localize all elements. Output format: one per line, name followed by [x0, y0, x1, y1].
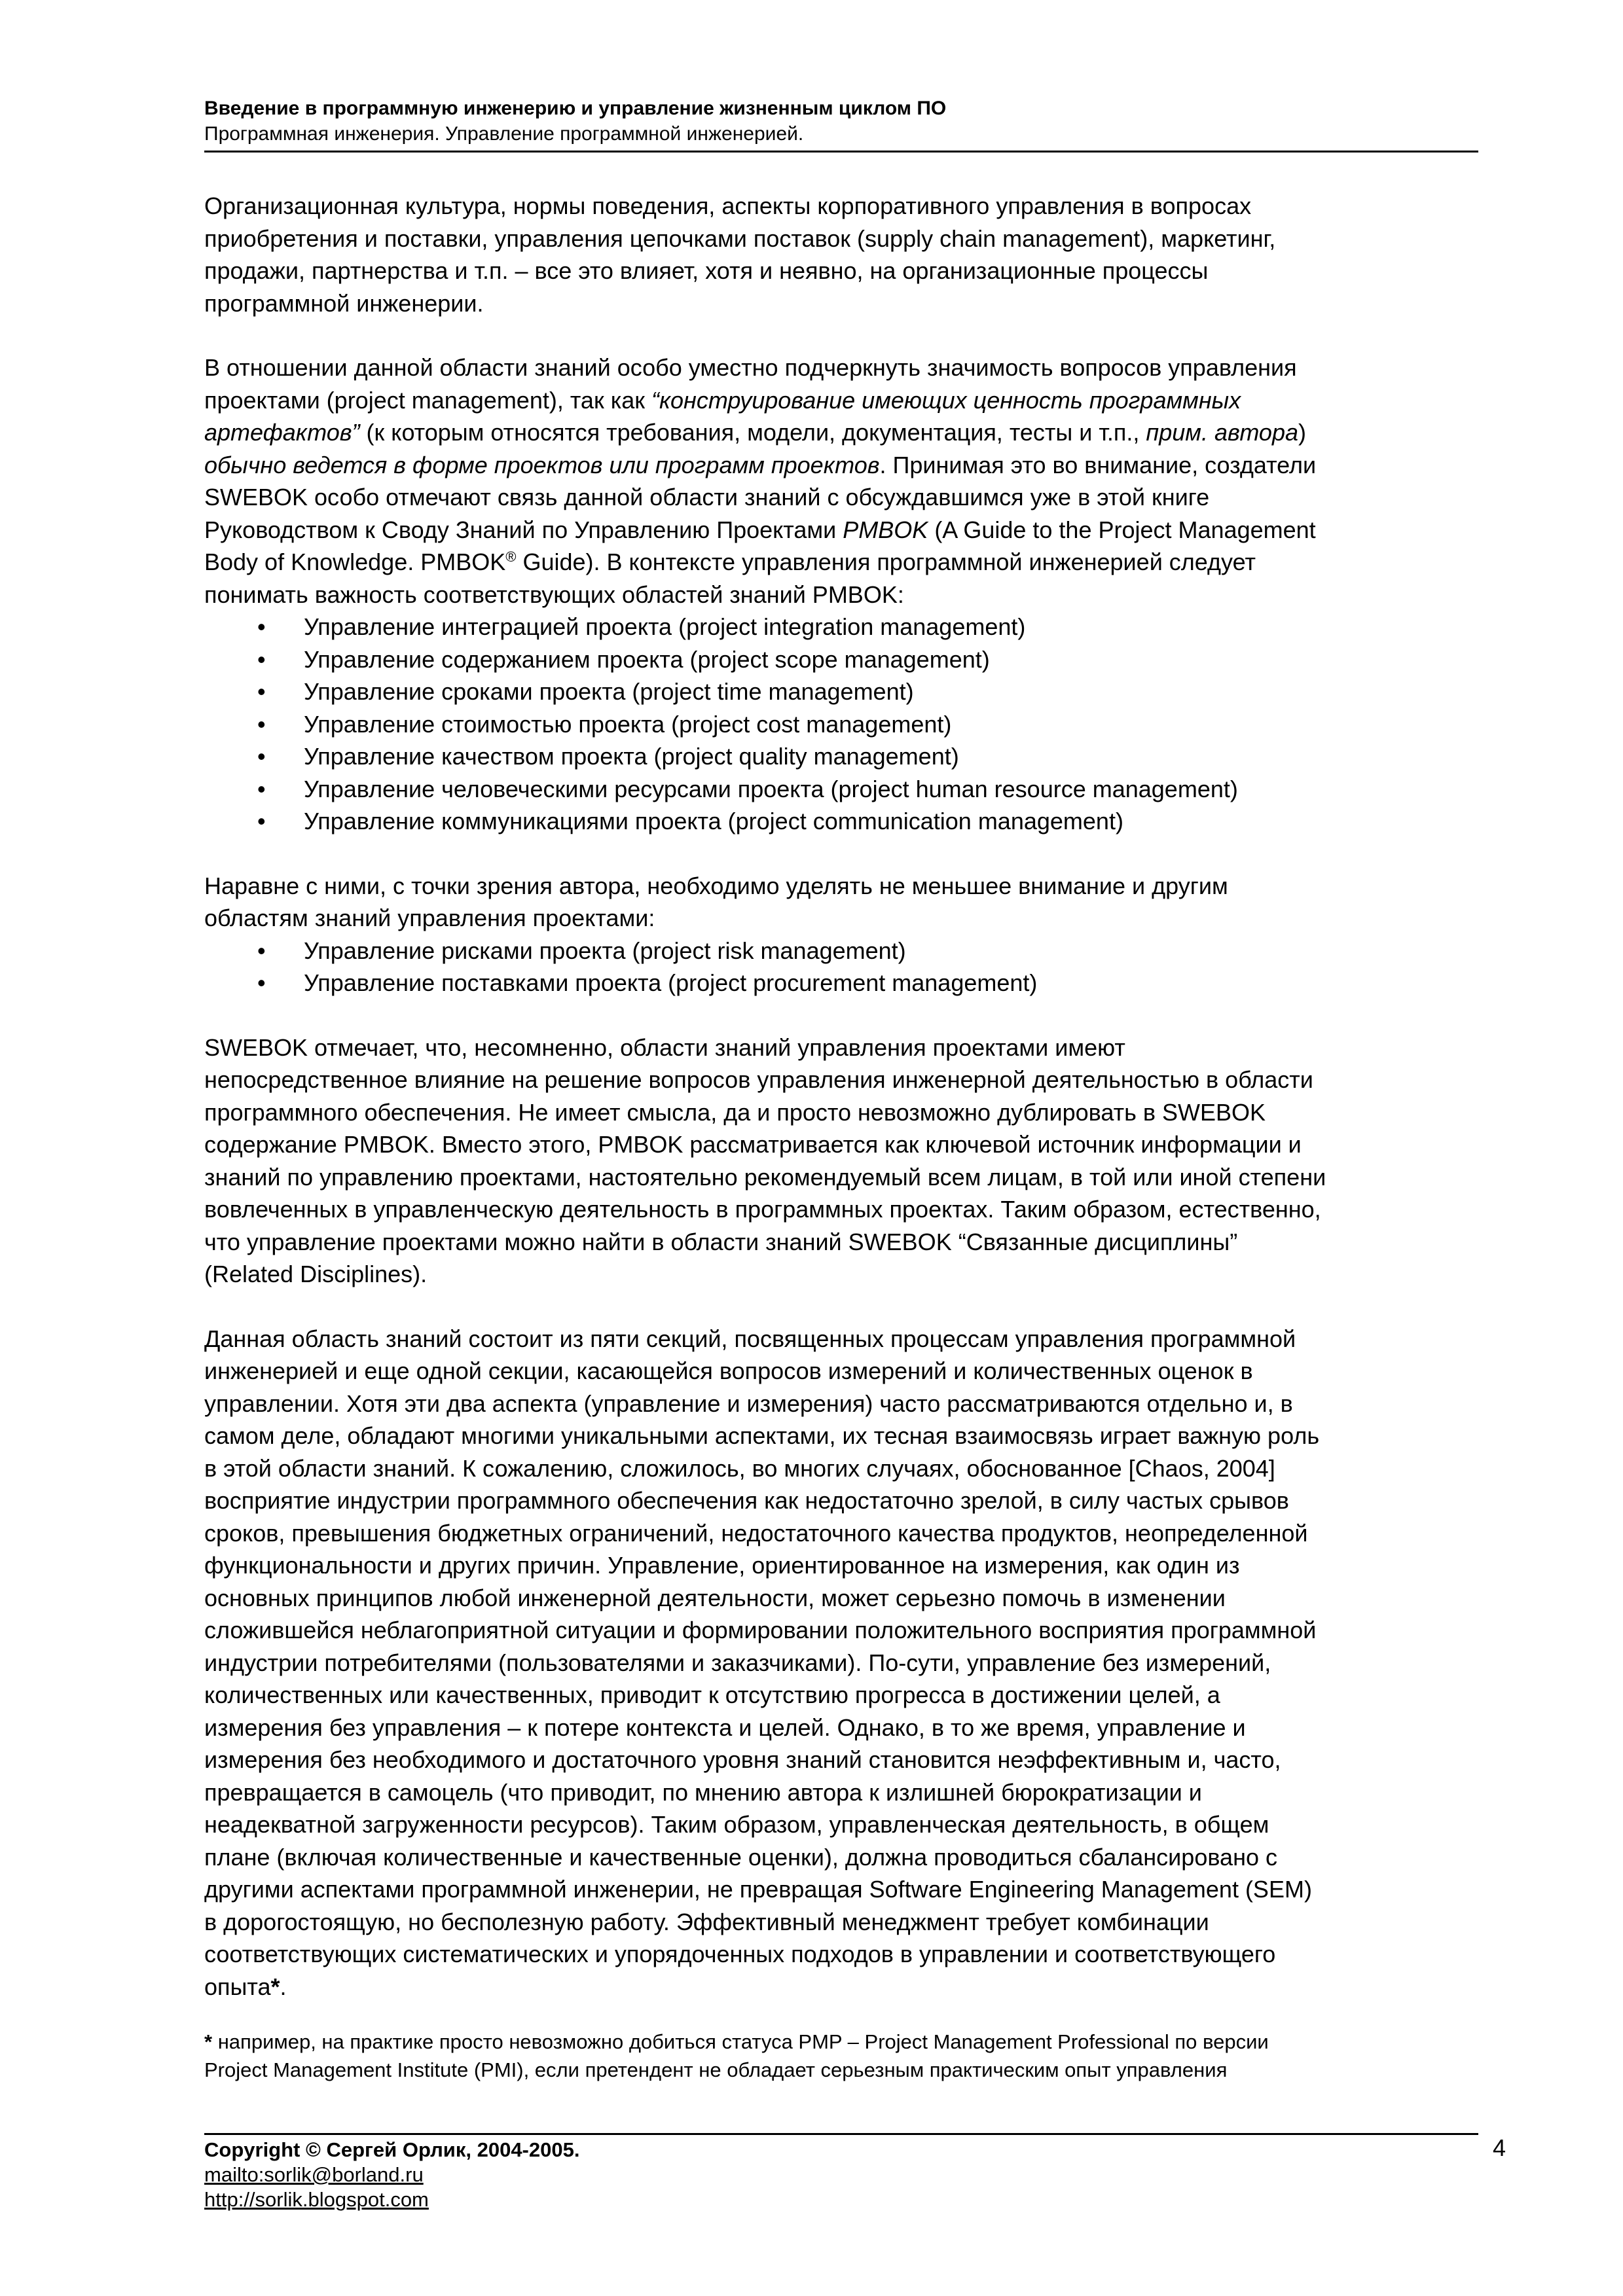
registered-mark: ® — [505, 548, 517, 565]
text-run: опыта — [204, 1973, 271, 2000]
text-line: количественных или качественных, приводит к отсутствию прогресса в достижении целей, а — [204, 1681, 1220, 1708]
text-run: проектами (project management), так как — [204, 386, 652, 414]
text-run: Руководством к Своду Знаний по Управлению Проектами — [204, 516, 843, 543]
pmbok-italic: PMBOK — [843, 516, 928, 543]
list-item: • Управление интеграцией проекта (project integration management) — [204, 611, 1501, 643]
paragraph-org-culture — [204, 190, 1501, 319]
text-line: самом деле, обладают многими уникальными аспектами, их тесная взаимосвязь играет важную роль — [204, 1422, 1320, 1449]
text-line — [204, 449, 1501, 482]
text-line: знаний по управлению проектами, настоятельно рекомендуемый всем лицам, в той или иной степени — [204, 1163, 1326, 1191]
page-number: 4 — [1493, 2134, 1506, 2161]
text-run: . Принимая это во внимание, создатели — [879, 451, 1317, 478]
header-subtitle: Программная инженерия. Управление программной инженерией. — [204, 123, 804, 145]
text-line: областям знаний управления проектами: — [204, 905, 655, 931]
copyright-notice: Copyright © Сергей Орлик, 2004-2005. — [204, 2138, 580, 2161]
text-line — [204, 1971, 1501, 2003]
list-item: • Управление качеством проекта (project quality management) — [204, 740, 1501, 773]
text-run: Body of Knowledge. PMBOK — [204, 548, 506, 575]
email-link[interactable]: mailto:sorlik@borland.ru — [204, 2163, 424, 2186]
footnote-marker: * — [270, 1973, 280, 2000]
footnote-line: Project Management Institute (PMI), если претендент не обладает серьезным практическим опыт управления — [204, 2058, 1228, 2081]
text-line: программного обеспечения. Не имеет смысла, да и просто невозможно дублировать в SWEBOK — [204, 1098, 1266, 1126]
text-line: Организационная культура, нормы поведения, аспекты корпоративного управления в вопросах — [204, 192, 1252, 219]
text-line: функциональности и других причин. Управление, ориентированное на измерения, как один из — [204, 1552, 1240, 1579]
text-line: SWEBOK отмечает, что, несомненно, области знаний управления проектами имеют — [204, 1033, 1125, 1061]
quote-italic: артефактов” — [204, 419, 360, 446]
text-line: в дорогостоящую, но бесполезную работу. Эффективный менеджмент требует комбинации — [204, 1908, 1209, 1935]
text-line: вовлеченных в управленческую деятельность в программных проектах. Таким образом, естественно, — [204, 1196, 1321, 1223]
text-line: измерения без необходимого и достаточного уровня знаний становится неэффективным и, часто, — [204, 1746, 1281, 1773]
paragraph-project-management — [204, 351, 1501, 611]
main-content — [204, 190, 1501, 2084]
header-title: Введение в программную инженерию и управление жизненным циклом ПО — [204, 98, 947, 119]
text-line: другими аспектами программной инженерии, не превращая Software Engineering Management (SEM) — [204, 1876, 1312, 1903]
text-line: основных принципов любой инженерной деятельности, может серьезно помочь в изменении — [204, 1584, 1226, 1611]
text-line: превращается в самоцель (что приводит, по мнению автора к излишней бюрократизации и — [204, 1778, 1202, 1806]
text-line: что управление проектами можно найти в области знаний SWEBOK “Связанные дисциплины” — [204, 1228, 1238, 1255]
text-line — [204, 514, 1501, 547]
quote-italic: “конструирование имеющих ценность программных — [651, 386, 1241, 414]
page-footer — [204, 2133, 1478, 2212]
text-line: (Related Disciplines). — [204, 1261, 428, 1287]
text-line: Данная область знаний состоит из пяти секций, посвященных процессам управления программной — [204, 1325, 1296, 1352]
text-line: соответствующих систематических и упорядоченных подходов в управлении и соответствующего — [204, 1941, 1276, 1967]
additional-areas-list — [204, 935, 1501, 999]
text-line: содержание PMBOK. Вместо этого, PMBOK рассматривается как ключевой источник информации и — [204, 1131, 1302, 1158]
paragraph-swebok-pmbok — [204, 1031, 1501, 1291]
text-run: Guide). В контексте управления программной инженерией следует — [516, 548, 1256, 575]
text-line: индустрии потребителями (пользователями и заказчиками). По-сути, управление без измерений, — [204, 1649, 1271, 1676]
footer-divider — [204, 2133, 1478, 2135]
blog-link[interactable]: http://sorlik.blogspot.com — [204, 2188, 429, 2211]
list-item: • Управление сроками проекта (project time management) — [204, 675, 1501, 708]
text-line: измерения без управления – к потере контекста и целей. Однако, в то же время, управление и — [204, 1713, 1246, 1741]
text-line — [204, 416, 1501, 449]
list-item: • Управление рисками проекта (project risk management) — [204, 935, 1501, 967]
text-line: непосредственное влияние на решение вопросов управления инженерной деятельностью в области — [204, 1066, 1313, 1093]
text-line: в этой области знаний. К сожалению, сложилось, во многих случаях, обоснованное [Chaos, 2004] — [204, 1454, 1275, 1482]
text-line — [204, 384, 1501, 417]
list-item: • Управление человеческими ресурсами проекта (project human resource management) — [204, 773, 1501, 806]
text-line: сложившейся неблагоприятной ситуации и формировании положительного восприятия программной — [204, 1617, 1317, 1643]
text-line: В отношении данной области знаний особо уместно подчеркнуть значимость вопросов управления — [204, 354, 1297, 381]
list-item: • Управление поставками проекта (project procurement management) — [204, 967, 1501, 999]
text-line: инженерией и еще одной секции, касающейся вопросов измерений и количественных оценок в — [204, 1357, 1253, 1384]
text-line: восприятие индустрии программного обеспечения как недостаточно зрелой, в силу частых срывов — [204, 1487, 1289, 1514]
footnote-marker: * — [204, 2030, 213, 2053]
paragraph-other-areas — [204, 870, 1501, 935]
text-line: управлении. Хотя эти два аспекта (управление и измерения) часто рассматриваются отдельно и, в — [204, 1390, 1293, 1417]
text-line: плане (включая количественные и качественные оценки), должна проводиться сбалансировано с — [204, 1843, 1277, 1871]
text-run: . — [280, 1973, 287, 2000]
pmbok-areas-list — [204, 611, 1501, 838]
text-line: приобретения и поставки, управления цепочками поставок (supply chain management), маркетинг, — [204, 224, 1276, 252]
text-line: понимать важность соответствующих областей знаний PMBOK: — [204, 581, 904, 608]
text-line: Наравне с ними, с точки зрения автора, необходимо уделять не меньшее внимание и другим — [204, 872, 1228, 899]
text-run: (к которым относятся требования, модели, документация, тесты и т.п., — [359, 419, 1146, 446]
text-line: программной инженерии. — [204, 289, 484, 317]
list-item: • Управление коммуникациями проекта (project communication management) — [204, 805, 1501, 838]
author-note-italic: прим. автора — [1146, 419, 1298, 446]
text-run: например, на практике просто невозможно добиться статуса PMP – Project Management Professional по версии — [212, 2030, 1269, 2053]
text-line: продажи, партнерства и т.п. – все это влияет, хотя и неявно, на организационные процессы — [204, 257, 1209, 284]
text-line: неадекватной загруженности ресурсов). Таким образом, управленческая деятельность, в общем — [204, 1811, 1269, 1838]
text-line — [204, 546, 1501, 579]
text-line: сроков, превышения бюджетных ограничений, недостаточного качества продуктов, неопределенной — [204, 1519, 1308, 1547]
list-item: • Управление содержанием проекта (project scope management) — [204, 643, 1501, 676]
footnote — [204, 2028, 1501, 2084]
quote-italic: обычно ведется в форме проектов или программ проектов — [204, 451, 880, 478]
paragraph-measurement — [204, 1323, 1501, 2003]
list-item: • Управление стоимостью проекта (project cost management) — [204, 708, 1501, 741]
text-run: ) — [1298, 419, 1306, 446]
footnote-line — [204, 2028, 1501, 2056]
text-line: SWEBOK особо отмечают связь данной области знаний с обсуждавшимся уже в этой книге — [204, 484, 1210, 511]
running-header — [204, 96, 1478, 152]
text-run: (A Guide to the Project Management — [928, 516, 1316, 543]
